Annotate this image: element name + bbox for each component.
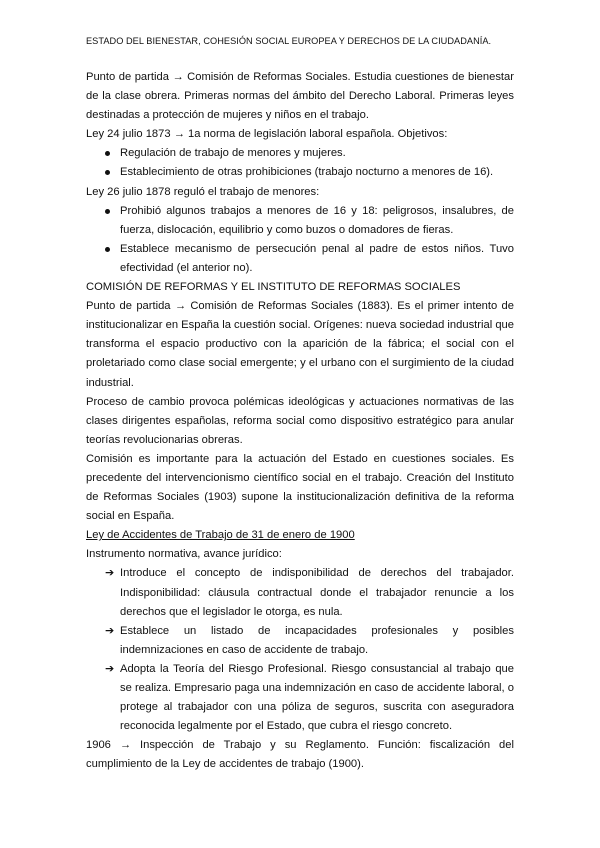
list-item-text: Adopta la Teoría del Riesgo Profesional. Riesgo consustancial al trabajo que se realiza. Empresario paga una indemnización en caso de accidente laboral, o protege al trabajador con una póliza de seguros, suscrita con aseguradora reconocida legalmente por el Estado, que cubra el riesgo concreto.	[120, 662, 514, 733]
paragraph-proceso-cambio: Proceso de cambio provoca polémicas ideológicas y actuaciones normativas de las clases dirigentes españolas, reforma social como dispositivo estratégico para anular teorías revolucionarias obreras.	[86, 395, 514, 446]
paragraph-intro: Punto de partida → Comisión de Reformas Sociales. Estudia cuestiones de bienestar de la clase obrera. Primeras normas del ámbito del Derecho Laboral. Primeras leyes destinadas a protección de mujeres y niños en el trabajo.	[86, 71, 514, 122]
paragraph-instrumento: Instrumento normativa, avance jurídico:	[86, 548, 282, 561]
list-item: Establecimiento de otras prohibiciones (trabajo nocturno a menores de 16).	[86, 163, 514, 182]
list-item-text: Establece un listado de incapacidades profesionales y posibles indemnizaciones en caso de accidente de trabajo.	[120, 624, 514, 656]
list-item	[86, 660, 514, 736]
paragraph-ley-1873: Ley 24 julio 1873 → 1a norma de legislación laboral española. Objetivos:	[86, 128, 448, 141]
list-item	[86, 564, 514, 621]
paragraph-comision-importancia: Comisión es importante para la actuación del Estado en cuestiones sociales. Es precedente del intervencionismo científico social en el trabajo. Creación del Instituto de Reformas Sociales (1903) supone la institucionalización definitiva de la reforma social en España.	[86, 452, 514, 523]
arrow-icon: ➔	[105, 624, 115, 637]
list-item: Prohibió algunos trabajos a menores de 16 y 18: peligrosos, insalubres, de fuerza, dislocación, equilibrio y como buzos o domadores de fieras.	[86, 202, 514, 240]
paragraph-comision-1883: Punto de partida → Comisión de Reformas Sociales (1883). Es el primer intento de institucionalizar en España la cuestión social. Orígenes: nueva sociedad industrial que transforma el espacio productivo con la aparición de la fábrica; el social con el proletariado como clase social emergente; y el urbano con el surgimiento de la ciudad industrial.	[86, 300, 514, 389]
page-content	[86, 68, 514, 774]
section-heading-ley-accidentes: Ley de Accidentes de Trabajo de 31 de enero de 1900	[86, 529, 355, 542]
list-item-text: Introduce el concepto de indisponibilidad de derechos del trabajador. Indisponibilidad: cláusula contractual donde el trabajador renuncie a los derechos que el legislador le otorga, es nula.	[120, 567, 514, 618]
list-item: Regulación de trabajo de menores y mujeres.	[86, 144, 514, 163]
arrow-icon: ➔	[105, 567, 115, 580]
section-heading-comision: COMISIÓN DE REFORMAS Y EL INSTITUTO DE REFORMAS SOCIALES	[86, 281, 461, 294]
arrow-icon: ➔	[105, 662, 115, 675]
list-item: Establece mecanismo de persecución penal al padre de estos niños. Tuvo efectividad (el anterior no).	[86, 240, 514, 278]
list-ley-1878	[86, 202, 514, 278]
paragraph-ley-1878: Ley 26 julio 1878 reguló el trabajo de menores:	[86, 185, 320, 198]
list-ley-accidentes	[86, 564, 514, 736]
running-header: ESTADO DEL BIENESTAR, COHESIÓN SOCIAL EUROPEA Y DERECHOS DE LA CIUDADANÍA.	[86, 36, 492, 46]
list-item	[86, 622, 514, 660]
paragraph-1906: 1906 → Inspección de Trabajo y su Reglamento. Función: fiscalización del cumplimiento de la Ley de accidentes de trabajo (1900).	[86, 739, 514, 771]
list-objetivos-1873	[86, 144, 514, 182]
